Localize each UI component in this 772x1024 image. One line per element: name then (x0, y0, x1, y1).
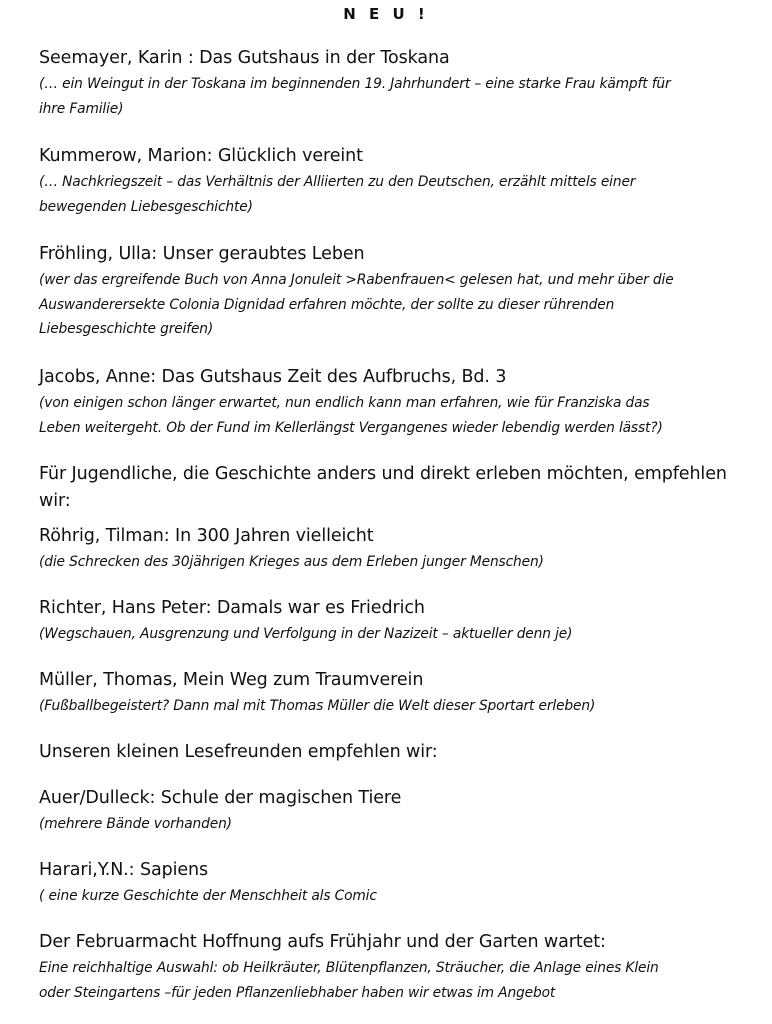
garden-section (39, 930, 751, 1005)
book-title: Röhrig, Tilman: In 300 Jahren vielleicht (39, 526, 374, 546)
book-description (39, 268, 751, 342)
description-line: ihre Familie) (39, 100, 124, 117)
book-entry (39, 786, 751, 837)
book-title: Richter, Hans Peter: Damals war es Friedrich (39, 598, 425, 618)
description-line: (wer das ergreifende Buch von Anna Jonuleit >Rabenfrauen< gelesen hat, und mehr über die (39, 272, 674, 288)
book-entry (39, 858, 751, 909)
description-line: Auswanderersekte Colonia Dignidad erfahren möchte, der sollte zu dieser rührenden (39, 296, 615, 313)
book-entry (39, 596, 751, 647)
section-intro-text: Unseren kleinen Lesefreunden empfehlen wir: (39, 742, 438, 762)
book-entry (39, 365, 751, 440)
book-title: Seemayer, Karin : Das Gutshaus in der Toskana (39, 48, 450, 68)
book-entry (39, 524, 751, 575)
description-line: Eine reichhaltige Auswahl: ob Heilkräuter, Blütenpflanzen, Sträucher, die Anlage eines Klein (39, 960, 659, 976)
book-description (39, 622, 751, 647)
description-line: (… ein Weingut in der Toskana im beginnenden 19. Jahrhundert – eine starke Frau kämpft für (39, 76, 671, 92)
section-intro-text: Für Jugendliche, die Geschichte anders und direkt erleben möchten, empfehlen wir: (39, 464, 727, 511)
book-description (39, 550, 751, 575)
page-heading: N E U ! (343, 5, 429, 23)
book-entry (39, 144, 751, 219)
book-entry (39, 668, 751, 719)
book-entry (39, 242, 751, 342)
description-line: ( eine kurze Geschichte der Menschheit als Comic (39, 888, 377, 904)
book-description (39, 812, 751, 837)
description-line: Liebesgeschichte greifen) (39, 321, 214, 337)
section-intro-kids (39, 740, 751, 764)
section-intro-youth (39, 461, 745, 515)
book-title: Jacobs, Anne: Das Gutshaus Zeit des Aufbruchs, Bd. 3 (39, 367, 507, 387)
book-description (39, 884, 751, 909)
book-entry (39, 46, 751, 121)
description-line: (Wegschauen, Ausgrenzung und Verfolgung in der Nazizeit – aktueller denn je) (39, 626, 573, 642)
book-title: Harari,Y.N.: Sapiens (39, 860, 209, 880)
description-line: (Fußballbegeistert? Dann mal mit Thomas Müller die Welt dieser Sportart erleben) (39, 698, 596, 714)
description-line: (von einigen schon länger erwartet, nun endlich kann man erfahren, wie für Franziska das (39, 395, 650, 411)
book-title: Müller, Thomas, Mein Weg zum Traumverein (39, 670, 424, 690)
description-line: oder Steingartens –für jeden Pflanzenliebhaber haben wir etwas im Angebot (39, 984, 556, 1001)
book-title: Fröhling, Ulla: Unser geraubtes Leben (39, 244, 365, 264)
description-line: (die Schrecken des 30jährigen Krieges aus dem Erleben junger Menschen) (39, 554, 544, 570)
description-line: (… Nachkriegszeit – das Verhältnis der Alliierten zu den Deutschen, erzählt mittels einer (39, 174, 636, 190)
book-description (39, 694, 751, 719)
book-description (39, 170, 751, 219)
garden-title: Der Februarmacht Hoffnung aufs Frühjahr und der Garten wartet: (39, 932, 606, 952)
garden-description (39, 956, 751, 1005)
book-title: Kummerow, Marion: Glücklich vereint (39, 146, 363, 166)
description-line: (mehrere Bände vorhanden) (39, 816, 232, 832)
book-description (39, 72, 751, 121)
book-title: Auer/Dulleck: Schule der magischen Tiere (39, 788, 402, 808)
description-line: bewegenden Liebesgeschichte) (39, 198, 253, 215)
description-line: Leben weitergeht. Ob der Fund im Kellerlängst Vergangenes wieder lebendig werden lässt?) (39, 419, 663, 436)
book-description (39, 391, 751, 440)
